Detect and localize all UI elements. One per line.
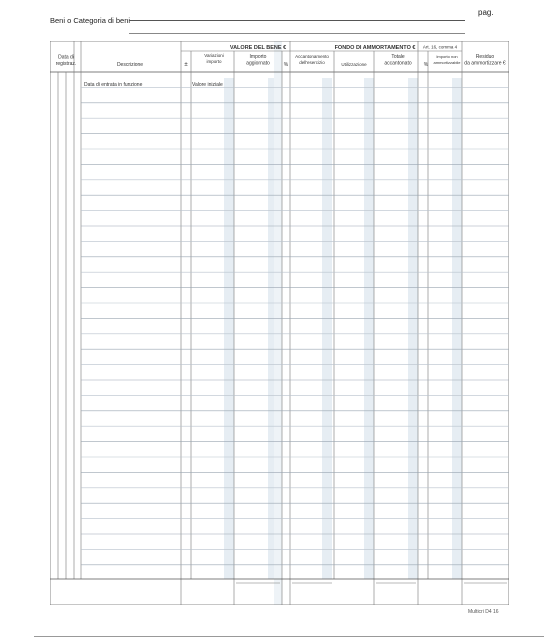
- col-header-utilizzazione: Utilizzazione: [341, 62, 367, 67]
- header-fill-line: [129, 20, 465, 21]
- ledger-table: [50, 41, 509, 605]
- col-header-non-ammortizzabile-line2: ammortizzabile: [433, 60, 461, 65]
- bottom-rule: [34, 636, 544, 637]
- col-header-accantonamento-line2: dell'esercizio: [299, 60, 325, 65]
- col-header-perc-2: %: [423, 62, 429, 68]
- col-header-non-ammortizzabile-line1: Importo non: [436, 54, 458, 59]
- col-header-descrizione: Descrizione: [116, 62, 144, 68]
- shade-band-light: [274, 41, 282, 605]
- sub-header-line: [129, 33, 465, 34]
- col-header-perc-1: %: [283, 62, 289, 68]
- group-header-art16: Art. 16, comma 4: [422, 44, 458, 50]
- page-label: pag.: [478, 8, 494, 17]
- form-code: Multicri D4 16: [468, 609, 499, 615]
- header-title: Beni o Categoria di beni: [50, 16, 131, 25]
- shade-band: [224, 78, 234, 579]
- label-valore-iniziale: Valore iniziale: [192, 82, 223, 88]
- group-header-valore-bene: VALORE DEL BENE €: [229, 45, 287, 51]
- shade-band: [408, 78, 418, 579]
- col-header-importo-aggiornato-line2: aggiornato: [246, 60, 270, 67]
- shade-band: [322, 78, 332, 579]
- col-header-data-line2: registraz.: [55, 61, 77, 67]
- col-header-accantonamento-line1: Accantonamento: [295, 54, 329, 59]
- col-header-importo-aggiornato-line1: Importo: [249, 54, 267, 60]
- col-header-totale-line1: Totale: [391, 54, 405, 60]
- col-header-totale-line2: accantonato: [384, 60, 412, 67]
- col-header-variazioni-line2: importo: [206, 59, 222, 64]
- col-header-residuo-line1: Residuo: [475, 54, 495, 60]
- col-header-data-line1: Data di: [58, 54, 74, 61]
- group-header-fondo-ammortamento: FONDO DI AMMORTAMENTO €: [334, 45, 416, 51]
- shade-band: [452, 78, 462, 579]
- shaded-bands: [224, 41, 462, 605]
- label-data-entrata-funzione: Data di entrata in funzione: [84, 82, 143, 88]
- col-header-segno: ±: [184, 62, 188, 68]
- col-header-variazioni-line1: Variazioni: [204, 53, 224, 58]
- shade-band: [364, 78, 374, 579]
- col-header-residuo-line2: da ammortizzare €: [464, 60, 506, 67]
